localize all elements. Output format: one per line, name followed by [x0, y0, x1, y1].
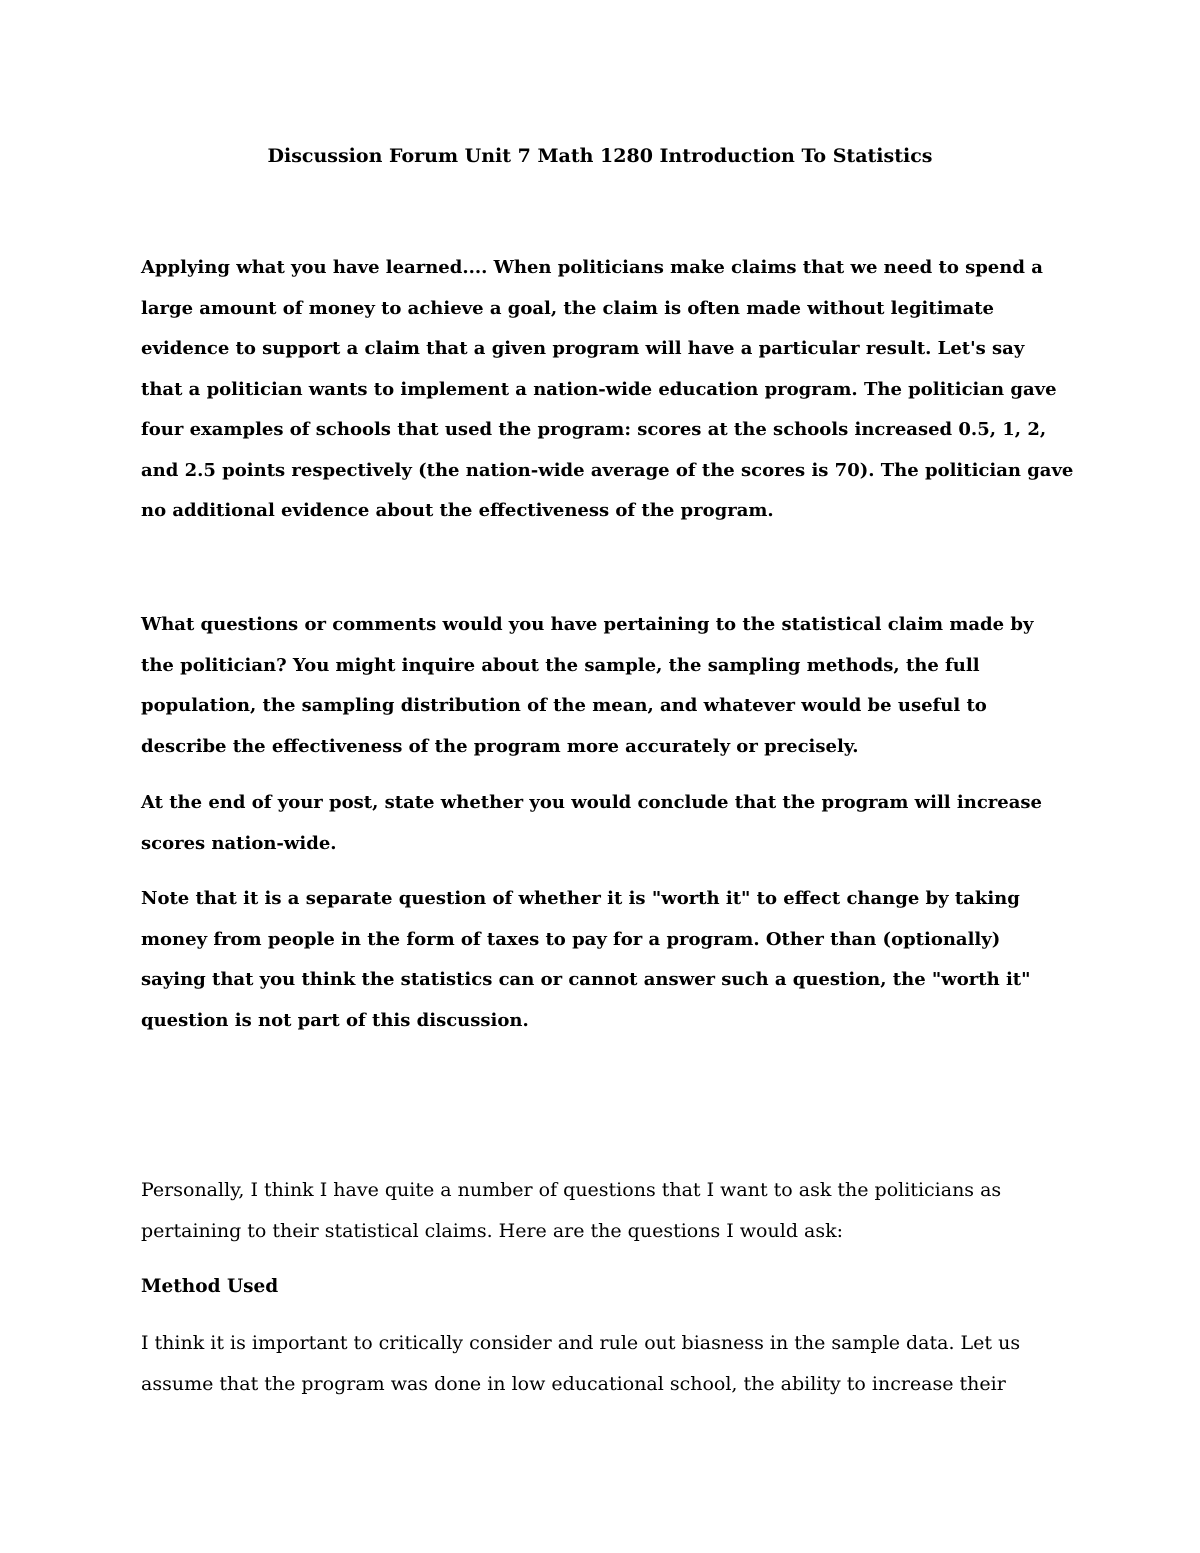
- text-line: saying that you think the statistics can or cannot answer such a question, the "worth it": [141, 969, 1031, 990]
- text-line: Note that it is a separate question of whether it is "worth it" to effect change by taking: [141, 888, 1020, 909]
- text-line: large amount of money to achieve a goal, the claim is often made without legitimate: [141, 297, 995, 319]
- section-heading: Method Used: [141, 1276, 279, 1297]
- text-line: that a politician wants to implement a nation-wide education program. The politician gave: [141, 378, 1057, 400]
- prompt-paragraph-4: [141, 879, 1061, 1041]
- text-line: and 2.5 points respectively (the nation-wide average of the scores is 70). The politician gave: [141, 459, 1074, 481]
- text-line: Personally, I think I have quite a number of questions that I want to ask the politicians as: [141, 1179, 1002, 1201]
- text-line: assume that the program was done in low educational school, the ability to increase their: [141, 1372, 1006, 1395]
- text-line: I think it is important to critically consider and rule out biasness in the sample data. Let us: [141, 1332, 1021, 1354]
- response-intro: [141, 1170, 1061, 1251]
- prompt-paragraph-2: [141, 605, 1061, 767]
- text-line: question is not part of this discussion.: [141, 1009, 529, 1031]
- text-line: Applying what you have learned.... When politicians make claims that we need to spend a: [141, 257, 1043, 278]
- text-line: pertaining to their statistical claims. Here are the questions I would ask:: [141, 1219, 844, 1242]
- prompt-paragraph-3: [141, 783, 1061, 864]
- section-text: [141, 1323, 1061, 1404]
- text-line: population, the sampling distribution of the mean, and whatever would be useful to: [141, 695, 987, 716]
- text-line: no additional evidence about the effectiveness of the program.: [141, 500, 774, 521]
- text-line: describe the effectiveness of the program more accurately or precisely.: [141, 735, 859, 757]
- document-title: Discussion Forum Unit 7 Math 1280 Introduction To Statistics: [267, 145, 933, 167]
- text-line: the politician? You might inquire about the sample, the sampling methods, the full: [141, 654, 980, 676]
- prompt-paragraph-1: [141, 248, 1074, 532]
- text-line: At the end of your post, state whether you would conclude that the program will increase: [141, 792, 1042, 813]
- text-line: scores nation-wide.: [141, 832, 337, 854]
- text-line: evidence to support a claim that a given program will have a particular result. Let's say: [141, 338, 1025, 359]
- text-line: four examples of schools that used the program: scores at the schools increased 0.5, 1, 2,: [141, 419, 1047, 440]
- text-line: money from people in the form of taxes to pay for a program. Other than (optionally): [141, 928, 1001, 950]
- text-line: What questions or comments would you have pertaining to the statistical claim made by: [141, 614, 1034, 635]
